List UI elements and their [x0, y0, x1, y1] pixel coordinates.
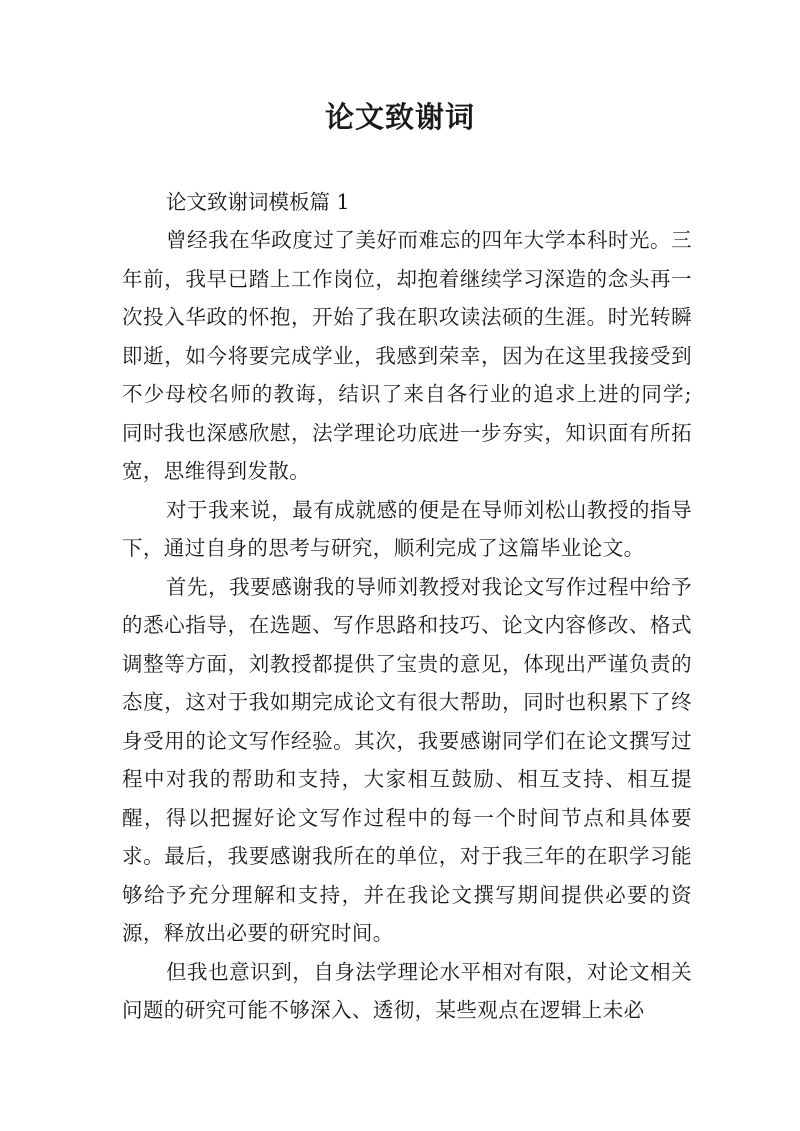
body-paragraph: 对于我来说，最有成就感的便是在导师刘松山教授的指导下，通过自身的思考与研究，顺利完成了这篇毕业论文。 [122, 497, 692, 560]
body-paragraph: 曾经我在华政度过了美好而难忘的四年大学本科时光。三年前，我早已踏上工作岗位，却抱着继续学习深造的念头再一次投入华政的怀抱，开始了我在职攻读法硕的生涯。时光转瞬即逝，如今将要完成学业，我感到荣幸，因为在这里我接受到不少母校名师的教诲，结识了来自各行业的追求上进的同学;同时我也深感欣慰，法学理论功底进一步夯实，知识面有所拓宽，思维得到发散。 [122, 228, 692, 483]
body-paragraph: 但我也意识到，自身法学理论水平相对有限，对论文相关问题的研究可能不够深入、透彻，某些观点在逻辑上未必 [122, 959, 692, 1022]
document-body [122, 183, 692, 1030]
body-paragraph: 首先，我要感谢我的导师刘教授对我论文写作过程中给予的悉心指导，在选题、写作思路和技巧、论文内容修改、格式调整等方面，刘教授都提供了宝贵的意见，体现出严谨负责的态度，这对于我如期完成论文有很大帮助，同时也积累下了终身受用的论文写作经验。其次，我要感谢同学们在论文撰写过程中对我的帮助和支持，大家相互鼓励、相互支持、相互提醒，得以把握好论文写作过程中的每一个时间节点和具体要求。最后，我要感谢我所在的单位，对于我三年的在职学习能够给予充分理解和支持，并在我论文撰写期间提供必要的资源，释放出必要的研究时间。 [122, 574, 692, 945]
section-heading: 论文致谢词模板篇 1 [166, 190, 350, 214]
document-title: 论文致谢词 [324, 100, 475, 134]
